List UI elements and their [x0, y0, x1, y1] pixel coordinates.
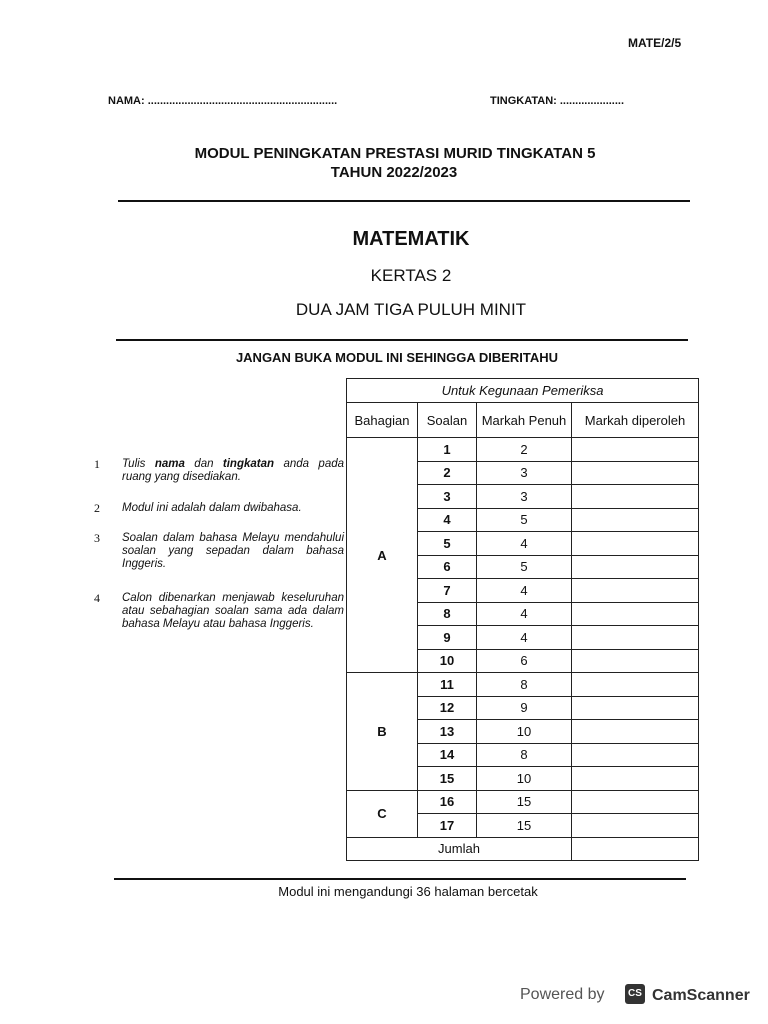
full-marks: 4 — [477, 579, 572, 603]
column-header-marks-obtained: Markah diperoleh — [572, 403, 699, 438]
paper-code: MATE/2/5 — [628, 36, 682, 50]
instruction-item — [94, 532, 344, 571]
question-number: 2 — [418, 461, 477, 485]
marks-obtained-cell[interactable] — [572, 602, 699, 626]
total-marks-cell[interactable] — [572, 837, 699, 861]
marks-obtained-cell[interactable] — [572, 461, 699, 485]
question-number: 15 — [418, 767, 477, 791]
question-number: 7 — [418, 579, 477, 603]
full-marks: 4 — [477, 532, 572, 556]
divider — [114, 878, 686, 880]
question-number: 11 — [418, 673, 477, 697]
instruction-text: Calon dibenarkan menjawab keseluruhan atau sebahagian soalan sama ada dalam bahasa Melayu atau bahasa Inggeris. — [122, 592, 344, 630]
marks-obtained-cell[interactable] — [572, 508, 699, 532]
marks-obtained-cell[interactable] — [572, 626, 699, 650]
instruction-text: Tulis nama dan tingkatan anda pada ruang yang disediakan. — [122, 458, 345, 483]
name-field-label: NAMA: .............................................................. — [108, 95, 338, 107]
form-field-label: TINGKATAN: ..................... — [490, 95, 625, 107]
question-number: 13 — [418, 720, 477, 744]
table-row — [347, 673, 699, 697]
full-marks: 5 — [477, 555, 572, 579]
marks-obtained-cell[interactable] — [572, 743, 699, 767]
question-number: 14 — [418, 743, 477, 767]
question-number: 4 — [418, 508, 477, 532]
divider — [116, 339, 688, 341]
marks-obtained-cell[interactable] — [572, 579, 699, 603]
full-marks: 15 — [477, 790, 572, 814]
total-label: Jumlah — [347, 837, 572, 861]
full-marks: 15 — [477, 814, 572, 838]
table-caption: Untuk Kegunaan Pemeriksa — [347, 379, 699, 403]
column-header-section: Bahagian — [347, 403, 418, 438]
instruction-item — [94, 458, 344, 484]
instruction-number: 2 — [94, 501, 100, 515]
module-year: TAHUN 2022/2023 — [330, 164, 458, 181]
question-number: 12 — [418, 696, 477, 720]
divider — [118, 200, 690, 202]
full-marks: 2 — [477, 438, 572, 462]
question-number: 16 — [418, 790, 477, 814]
marks-obtained-cell[interactable] — [572, 649, 699, 673]
powered-by-text: Powered by — [520, 986, 605, 1003]
marks-obtained-cell[interactable] — [572, 696, 699, 720]
paper-number: KERTAS 2 — [370, 266, 452, 285]
full-marks: 3 — [477, 485, 572, 509]
marks-obtained-cell[interactable] — [572, 720, 699, 744]
question-number: 1 — [418, 438, 477, 462]
subject-title: MATEMATIK — [352, 228, 470, 250]
marks-obtained-cell[interactable] — [572, 673, 699, 697]
full-marks: 10 — [477, 767, 572, 791]
section-label: C — [347, 790, 418, 837]
full-marks: 8 — [477, 673, 572, 697]
question-number: 10 — [418, 649, 477, 673]
warning-notice: JANGAN BUKA MODUL INI SEHINGGA DIBERITAHU — [235, 350, 559, 365]
marks-obtained-cell[interactable] — [572, 555, 699, 579]
table-row — [347, 837, 699, 861]
camscanner-brand: CamScanner — [652, 987, 750, 1004]
full-marks: 6 — [477, 649, 572, 673]
marks-obtained-cell[interactable] — [572, 532, 699, 556]
module-title: MODUL PENINGKATAN PRESTASI MURID TINGKATAN 5 — [194, 145, 596, 162]
instruction-text: Modul ini adalah dalam dwibahasa. — [122, 502, 302, 514]
marks-obtained-cell[interactable] — [572, 814, 699, 838]
section-label: A — [347, 438, 418, 673]
page-count-note: Modul ini mengandungi 36 halaman bercetak — [278, 884, 538, 899]
instruction-text: Soalan dalam bahasa Melayu mendahului soalan yang sepadan dalam bahasa Inggeris. — [122, 532, 344, 570]
table-row — [347, 790, 699, 814]
instruction-item — [94, 502, 344, 515]
full-marks: 8 — [477, 743, 572, 767]
instruction-number: 3 — [94, 531, 100, 545]
camscanner-logo-icon: CS — [625, 984, 645, 1004]
section-label: B — [347, 673, 418, 791]
question-number: 5 — [418, 532, 477, 556]
marks-obtained-cell[interactable] — [572, 438, 699, 462]
marks-obtained-cell[interactable] — [572, 790, 699, 814]
exam-duration: DUA JAM TIGA PULUH MINIT — [295, 300, 527, 319]
full-marks: 3 — [477, 461, 572, 485]
column-header-full-marks: Markah Penuh — [477, 403, 572, 438]
examiner-marks-table — [346, 378, 699, 861]
full-marks: 5 — [477, 508, 572, 532]
column-header-question: Soalan — [418, 403, 477, 438]
instruction-number: 4 — [94, 591, 100, 605]
table-row — [347, 438, 699, 462]
full-marks: 10 — [477, 720, 572, 744]
question-number: 6 — [418, 555, 477, 579]
instruction-item — [94, 592, 344, 631]
question-number: 8 — [418, 602, 477, 626]
full-marks: 9 — [477, 696, 572, 720]
full-marks: 4 — [477, 626, 572, 650]
full-marks: 4 — [477, 602, 572, 626]
instruction-number: 1 — [94, 457, 100, 471]
question-number: 17 — [418, 814, 477, 838]
question-number: 9 — [418, 626, 477, 650]
marks-obtained-cell[interactable] — [572, 485, 699, 509]
marks-obtained-cell[interactable] — [572, 767, 699, 791]
question-number: 3 — [418, 485, 477, 509]
